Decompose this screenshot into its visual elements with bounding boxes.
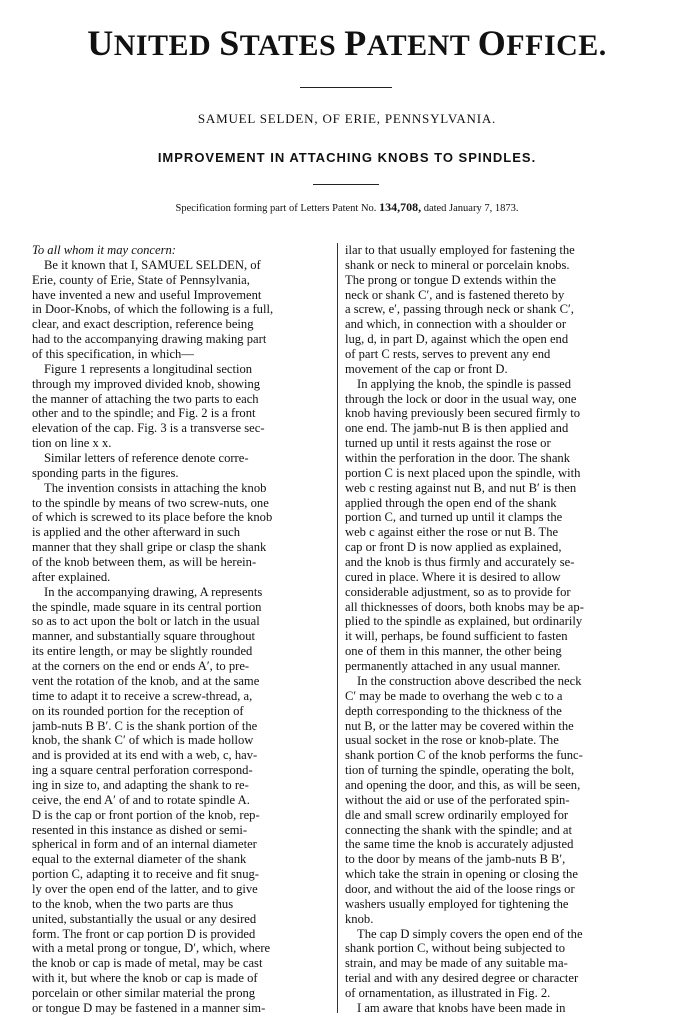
text-line: strain, and may be made of any suitable ma- <box>345 956 568 971</box>
header-rule-top <box>300 87 392 88</box>
text-line: of ornamentation, as illustrated in Fig. 2. <box>345 985 551 1000</box>
text-line: In applying the knob, the spindle is passed <box>357 376 572 391</box>
text-line: Figure 1 represents a longitudinal section <box>44 361 253 376</box>
text-line: Be it known that I, SAMUEL SELDEN, of <box>44 257 261 272</box>
text-line: of this specification, in which— <box>32 347 194 362</box>
text-line: after explained. <box>32 569 111 584</box>
text-line: sponding parts in the figures. <box>32 465 179 480</box>
text-line: on its rounded portion for the reception of <box>32 703 244 718</box>
spec-date: dated January 7, 1873. <box>423 203 519 214</box>
text-line: web c resting against nut B, and nut B′ is then <box>345 480 577 495</box>
text-line: manner, and substantially square throughout <box>32 629 255 644</box>
text-line: resented in this instance as dished or semi- <box>32 822 248 837</box>
text-line: In the accompanying drawing, A represents <box>44 584 263 599</box>
left-column <box>32 243 328 1016</box>
text-line: clear, and exact description, reference being <box>32 317 254 332</box>
text-line: lug, d, in part D, against which the open end <box>345 332 569 347</box>
invention-title: IMPROVEMENT IN ATTACHING KNOBS TO SPINDLES. <box>157 150 537 165</box>
text-line: tion of turning the spindle, operating the bolt, <box>345 763 575 778</box>
text-line: knob. <box>345 911 374 926</box>
text-line: and opening the door, and this, as will be seen, <box>345 777 581 792</box>
text-line: web c against either the rose or nut B. The <box>345 525 559 540</box>
text-line: ing a square central perforation correspond- <box>32 763 253 778</box>
text-line: within the perforation in the door. The shank <box>345 451 571 466</box>
text-line: ceive, the end A′ of and to rotate spindle A. <box>32 792 250 807</box>
text-line: ly over the open end of the latter, and to give <box>32 881 258 896</box>
title-word-3: PATENT <box>344 23 470 63</box>
text-line: to the spindle by means of two screw-nuts, one <box>32 495 269 510</box>
text-line: knob, the shank C′ of which is made hollow <box>32 733 254 748</box>
text-line: elevation of the cap. Fig. 3 is a transverse sec- <box>32 421 265 436</box>
text-line: portion C, and turned up until it clamps the <box>345 510 563 525</box>
title-word-4: OFFICE. <box>477 23 607 63</box>
text-line: applied through the open end of the shank <box>345 495 557 510</box>
text-line: with a metal prong or tongue, D′, which, where <box>32 941 271 956</box>
text-line: porcelain or other similar material the prong <box>32 985 256 1000</box>
text-line: and which, in connection with a shoulder or <box>345 317 567 332</box>
inventor-line: SAMUEL SELDEN, OF ERIE, PENNSYLVANIA. <box>197 111 497 126</box>
text-line: at the corners on the end or ends A′, to pre- <box>32 659 250 674</box>
patent-number: 134,708, <box>379 200 422 214</box>
text-line: neck or shank C′, and is fastened thereto by <box>345 287 565 302</box>
text-line: and the knob is thus firmly and accurately se- <box>345 555 575 570</box>
text-line: other and to the spindle; and Fig. 2 is a front <box>32 406 256 421</box>
text-line: cured in place. Where it is desired to allow <box>345 569 561 584</box>
spec-prefix: Specification forming part of Letters Patent No. <box>175 203 377 214</box>
text-line: turned up until it rests against the rose or <box>345 436 551 451</box>
text-line: depth corresponding to the thickness of the <box>345 703 562 718</box>
text-line: through the lock or door in the usual way, one <box>345 391 577 406</box>
text-line: usual socket in the rose or knob-plate. The <box>345 733 559 748</box>
text-line: a screw, e′, passing through neck or shank C′, <box>345 302 574 317</box>
text-line: which take the strain in opening or closing the <box>345 867 578 882</box>
text-line: form. The front or cap portion D is provided <box>32 926 256 941</box>
text-line: connecting the shank with the spindle; and at <box>345 822 572 837</box>
text-line: The prong or tongue D extends within the <box>345 272 556 287</box>
text-line: dle and small screw ordinarily employed for <box>345 807 569 822</box>
text-line: spherical in form and of an internal diameter <box>32 837 257 852</box>
text-line: so as to act upon the bolt or latch in the usual <box>32 614 260 629</box>
text-line: its entire length, or may be slightly rounded <box>32 644 253 659</box>
text-line: with it, but where the knob or cap is made of <box>32 971 258 986</box>
text-line: portion C is next placed upon the spindle, with <box>345 465 581 480</box>
text-line: I am aware that knobs have been made in <box>357 1000 566 1015</box>
text-line: C′ may be made to overhang the web c to a <box>345 688 563 703</box>
text-line: equal to the external diameter of the shank <box>32 852 247 867</box>
text-line: plied to the spindle as explained, but ordinarily <box>345 614 583 629</box>
text-line: ilar to that usually employed for fastening the <box>345 243 575 257</box>
text-line: in Door-Knobs, of which the following is a full, <box>32 302 274 317</box>
text-line: and is provided at its end with a web, c, hav- <box>32 748 258 763</box>
text-line: cap or front D is now applied as explained, <box>345 540 562 555</box>
text-line: the manner of attaching the two parts to each <box>32 391 259 406</box>
text-line: the same time the knob is accurately adjusted <box>345 837 574 852</box>
text-line: all thicknesses of doors, both knobs may be ap- <box>345 599 584 614</box>
text-line: it will, perhaps, be found sufficient to fasten <box>345 629 568 644</box>
text-line: have invented a new and useful Improvement <box>32 287 262 302</box>
text-line: ing in size to, and adapting the shank to re- <box>32 777 249 792</box>
text-line: D is the cap or front portion of the knob, rep- <box>32 807 260 822</box>
text-line: movement of the cap or front D. <box>345 361 508 376</box>
text-line: nut B, or the latter may be covered within the <box>345 718 574 733</box>
text-line: time to adapt it to receive a screw-thread, a, <box>32 688 253 703</box>
text-line: had to the accompanying drawing making part <box>32 332 267 347</box>
text-line: door, and without the aid of the loose rings or <box>345 881 575 896</box>
text-line: Similar letters of reference denote corre- <box>44 451 249 466</box>
text-line: The invention consists in attaching the knob <box>44 480 267 495</box>
text-line: washers usually employed for tightening the <box>345 896 569 911</box>
text-line: through my improved divided knob, showing <box>32 376 261 391</box>
text-line: knob having previously been secured firmly to <box>345 406 581 421</box>
text-line: Erie, county of Erie, State of Pennsylvania, <box>32 272 250 287</box>
text-line: is applied and the other afterward in such <box>32 525 241 540</box>
text-line: the knob or cap is made of metal, may be cast <box>32 956 263 971</box>
text-line: or tongue D may be fastened in a manner sim- <box>32 1000 266 1015</box>
text-line: portion C, adapting it to receive and fit snug- <box>32 867 259 882</box>
text-line: of part C rests, serves to prevent any end <box>345 347 551 362</box>
right-column <box>345 243 645 1016</box>
text-line: one of them in this manner, the other being <box>345 644 562 659</box>
text-line: to the knob, when the two parts are thus <box>32 896 234 911</box>
text-line: tion on line x x. <box>32 436 112 451</box>
text-line: terial and with any desired degree or character <box>345 971 579 986</box>
column-divider <box>337 243 338 1013</box>
text-line: vent the rotation of the knob, and at the same <box>32 673 260 688</box>
text-line: considerable adjustment, so as to provide for <box>345 584 571 599</box>
text-line: shank portion C of the knob performs the func- <box>345 748 583 763</box>
text-line: united, substantially the usual or any desired <box>32 911 257 926</box>
office-title <box>0 22 694 64</box>
text-line: of which is screwed to its place before the knob <box>32 510 273 525</box>
text-line: shank portion C, without being subjected to <box>345 941 566 956</box>
text-line: In the construction above described the neck <box>357 673 582 688</box>
text-line: The cap D simply covers the open end of the <box>357 926 583 941</box>
text-line: of the knob between them, as will be herein- <box>32 555 257 570</box>
title-word-2: STATES <box>219 23 337 63</box>
title-word-1: UNITED <box>87 23 212 63</box>
text-line: to the door by means of the jamb-nuts B B′, <box>345 852 566 867</box>
text-line: To all whom it may concern: <box>32 243 177 257</box>
text-line: permanently attached in any usual manner. <box>345 659 561 674</box>
text-line: manner that they shall gripe or clasp the shank <box>32 540 267 555</box>
text-line: jamb-nuts B B′. C is the shank portion of the <box>32 718 258 733</box>
header-rule-bottom <box>313 184 379 185</box>
text-line: the spindle, made square in its central portion <box>32 599 262 614</box>
specification-line <box>0 200 694 215</box>
text-line: one end. The jamb-nut B is then applied and <box>345 421 569 436</box>
text-line: without the aid or use of the perforated spin- <box>345 792 570 807</box>
text-line: shank or neck to mineral or porcelain knobs. <box>345 257 570 272</box>
